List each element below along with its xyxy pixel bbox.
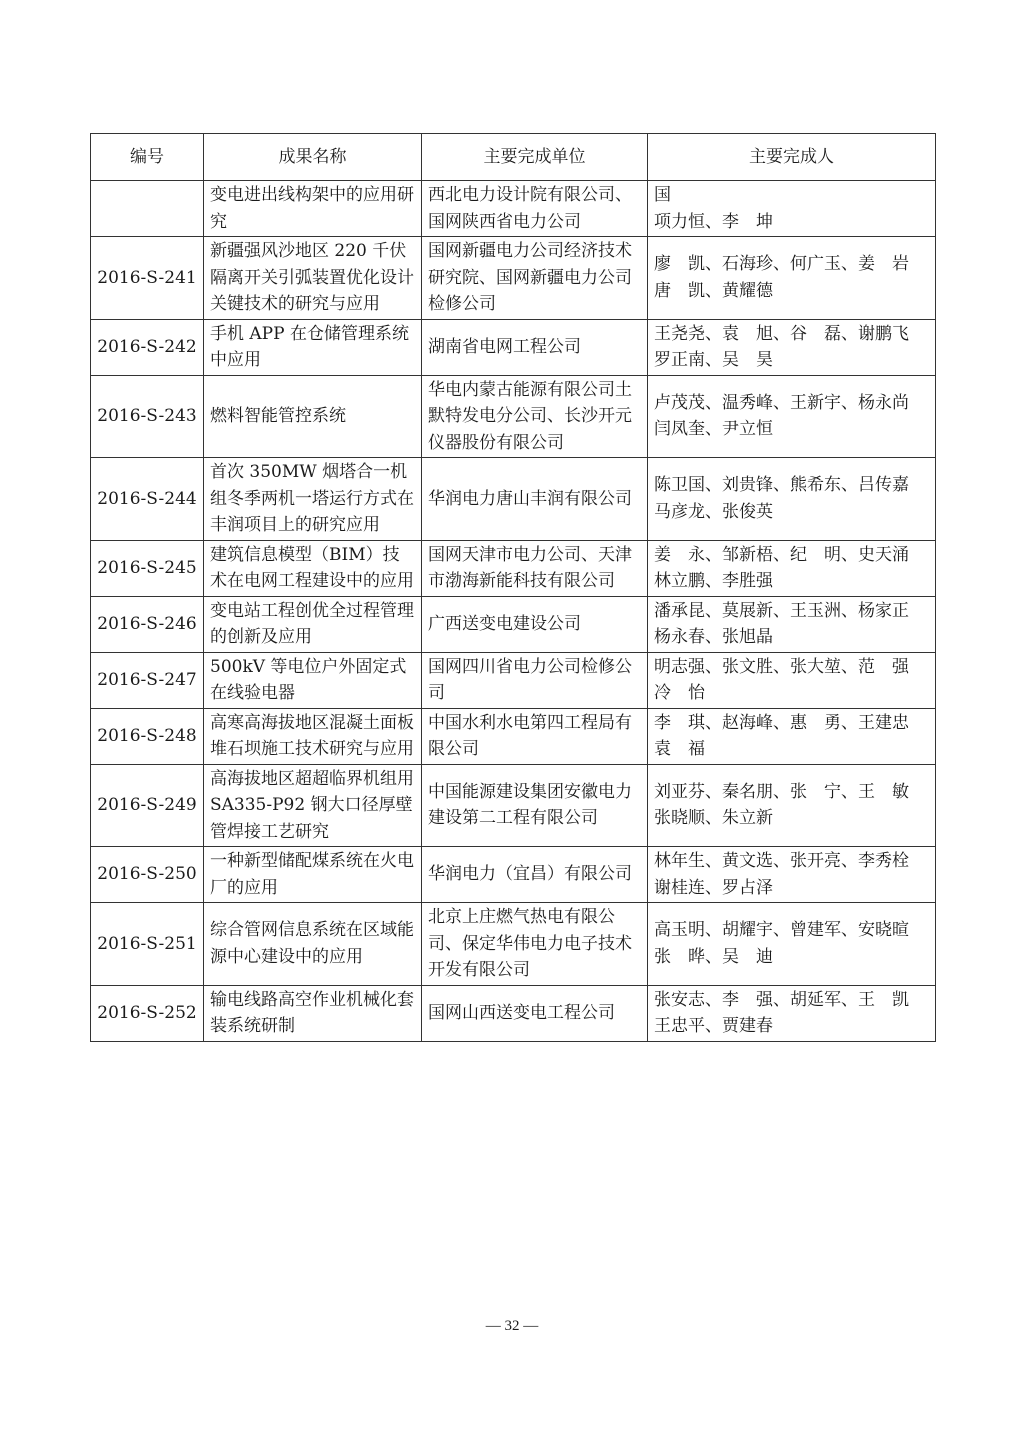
row-num: 2016-S-251 (91, 903, 204, 986)
row-num: 2016-S-252 (91, 985, 204, 1041)
row-people: 高玉明、胡耀宇、曾建军、安晓暄 张 晔、吴 迪 (648, 903, 936, 986)
row-num: 2016-S-245 (91, 540, 204, 596)
row-name: 新疆强风沙地区 220 千伏隔离开关引弧装置优化设计关键技术的研究与应用 (204, 237, 422, 320)
row-unit: 华润电力唐山丰润有限公司 (422, 458, 648, 541)
row-name: 综合管网信息系统在区域能源中心建设中的应用 (204, 903, 422, 986)
table-row (91, 764, 936, 847)
row-name: 高海拔地区超超临界机组用 SA335-P92 钢大口径厚壁管焊接工艺研究 (204, 764, 422, 847)
row-people: 陈卫国、刘贵锋、熊希东、吕传嘉 马彦龙、张俊英 (648, 458, 936, 541)
row-name: 500kV 等电位户外固定式在线验电器 (204, 652, 422, 708)
table-row (91, 237, 936, 320)
row-people: 姜 永、邹新梧、纪 明、史天涌 林立鹏、李胜强 (648, 540, 936, 596)
row-name: 高寒高海拔地区混凝土面板堆石坝施工技术研究与应用 (204, 708, 422, 764)
row-name: 建筑信息模型（BIM）技术在电网工程建设中的应用 (204, 540, 422, 596)
row-name: 首次 350MW 烟塔合一机组冬季两机一塔运行方式在丰润项目上的研究应用 (204, 458, 422, 541)
row-name: 一种新型储配煤系统在火电厂的应用 (204, 847, 422, 903)
row-people: 李 琪、赵海峰、惠 勇、王建忠 袁 福 (648, 708, 936, 764)
row-unit: 国网天津市电力公司、天津市渤海新能科技有限公司 (422, 540, 648, 596)
row-people: 国 项力恒、李 坤 (648, 181, 936, 237)
row-num: 2016-S-243 (91, 375, 204, 458)
row-unit: 国网新疆电力公司经济技术研究院、国网新疆电力公司检修公司 (422, 237, 648, 320)
row-people: 林年生、黄文选、张开亮、李秀栓 谢桂连、罗占泽 (648, 847, 936, 903)
row-people: 廖 凯、石海珍、何广玉、姜 岩 唐 凯、黄耀德 (648, 237, 936, 320)
table-row (91, 903, 936, 986)
row-num: 2016-S-248 (91, 708, 204, 764)
row-name: 变电进出线构架中的应用研究 (204, 181, 422, 237)
row-people: 张安志、李 强、胡延军、王 凯 王忠平、贾建春 (648, 985, 936, 1041)
row-num: 2016-S-247 (91, 652, 204, 708)
row-num: 2016-S-249 (91, 764, 204, 847)
row-unit: 中国水利水电第四工程局有限公司 (422, 708, 648, 764)
table-row (91, 458, 936, 541)
row-unit: 国网山西送变电工程公司 (422, 985, 648, 1041)
row-people: 王尧尧、袁 旭、谷 磊、谢鹏飞 罗正南、吴 昊 (648, 319, 936, 375)
table-row (91, 540, 936, 596)
row-num: 2016-S-250 (91, 847, 204, 903)
row-unit: 中国能源建设集团安徽电力建设第二工程有限公司 (422, 764, 648, 847)
row-unit: 华润电力（宜昌）有限公司 (422, 847, 648, 903)
row-unit: 西北电力设计院有限公司、国网陕西省电力公司 (422, 181, 648, 237)
row-name: 输电线路高空作业机械化套装系统研制 (204, 985, 422, 1041)
header-unit: 主要完成单位 (422, 134, 648, 181)
header-row (91, 134, 936, 181)
page-number: — 32 — (485, 1318, 539, 1334)
header-name: 成果名称 (204, 134, 422, 181)
table-row (91, 652, 936, 708)
row-num: 2016-S-244 (91, 458, 204, 541)
row-people: 明志强、张文胜、张大堃、范 强 冷 怡 (648, 652, 936, 708)
header-people: 主要完成人 (648, 134, 936, 181)
row-unit: 湖南省电网工程公司 (422, 319, 648, 375)
table-row (91, 375, 936, 458)
row-unit: 国网四川省电力公司检修公司 (422, 652, 648, 708)
awards-table (90, 133, 936, 1042)
row-people: 卢茂茂、温秀峰、王新宇、杨永尚 闫凤奎、尹立恒 (648, 375, 936, 458)
row-num (91, 181, 204, 237)
row-unit: 广西送变电建设公司 (422, 596, 648, 652)
row-num: 2016-S-241 (91, 237, 204, 320)
row-name: 变电站工程创优全过程管理的创新及应用 (204, 596, 422, 652)
row-num: 2016-S-242 (91, 319, 204, 375)
row-name: 手机 APP 在仓储管理系统中应用 (204, 319, 422, 375)
row-people: 刘亚芬、秦名朋、张 宁、王 敏 张晓顺、朱立新 (648, 764, 936, 847)
row-num: 2016-S-246 (91, 596, 204, 652)
table-row (91, 596, 936, 652)
row-unit: 华电内蒙古能源有限公司土默特发电分公司、长沙开元仪器股份有限公司 (422, 375, 648, 458)
table-row (91, 319, 936, 375)
table-row (91, 708, 936, 764)
header-num: 编号 (91, 134, 204, 181)
table-row (91, 847, 936, 903)
table-row (91, 181, 936, 237)
table-row (91, 985, 936, 1041)
row-people: 潘承昆、莫展新、王玉洲、杨家正 杨永春、张旭晶 (648, 596, 936, 652)
row-name: 燃料智能管控系统 (204, 375, 422, 458)
row-unit: 北京上庄燃气热电有限公司、保定华伟电力电子技术开发有限公司 (422, 903, 648, 986)
